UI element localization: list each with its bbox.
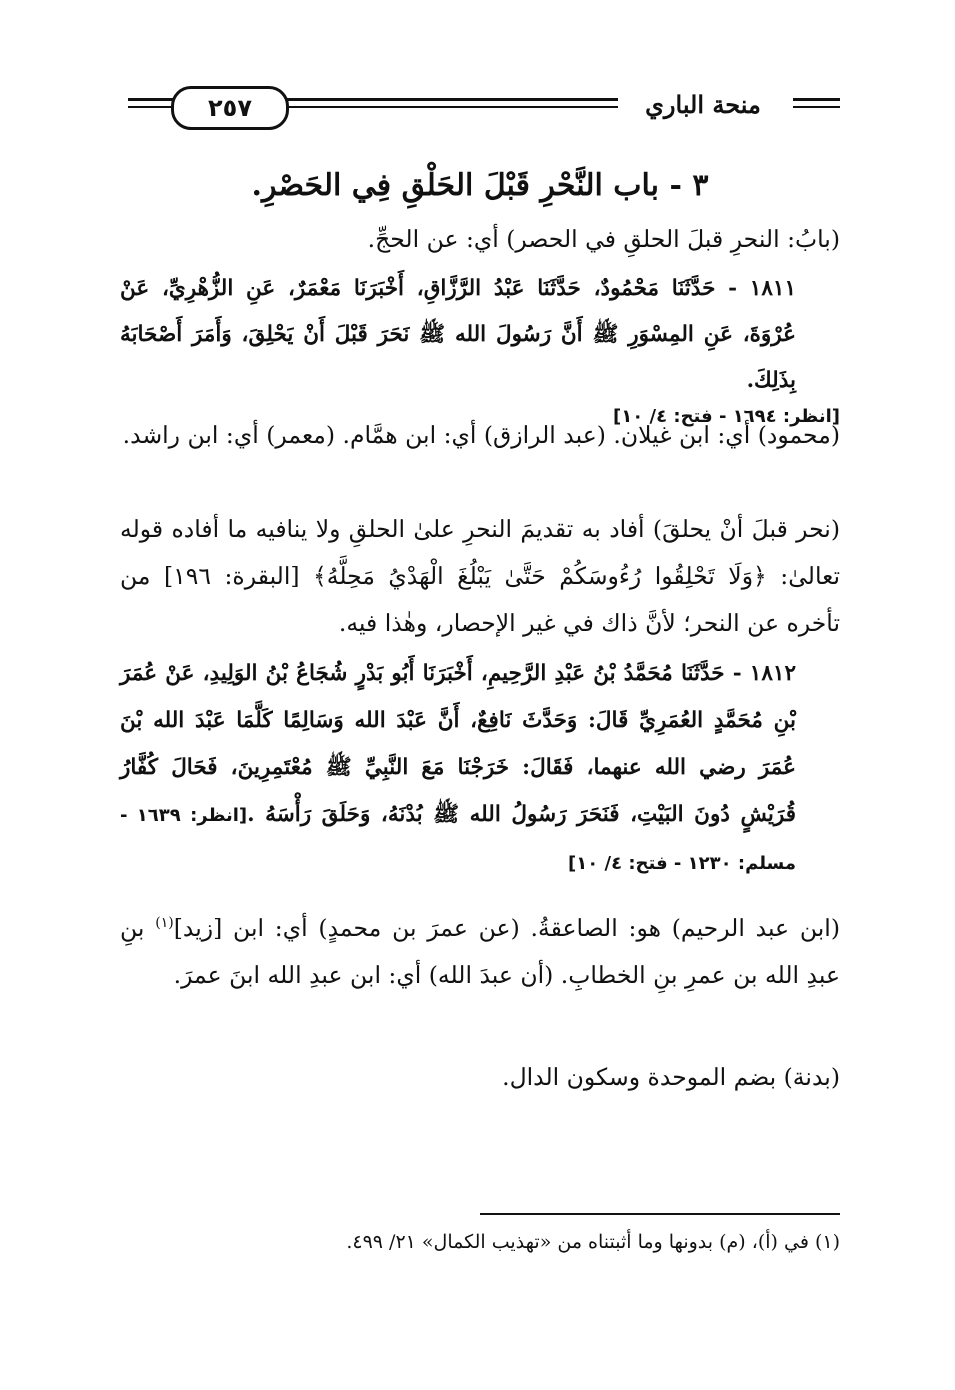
header-rule-middle-thin xyxy=(286,106,618,108)
header-rule-middle xyxy=(286,98,618,101)
hadith-cross-reference: [انظر: ١٦٣٩ - مسلم: ١٢٣٠ - فتح: ٤/ ١٠] xyxy=(120,805,796,874)
hadith-1812 xyxy=(120,650,840,887)
hadith-text: ١٨١١ - حَدَّثَنَا مَحْمُودٌ، حَدَّثَنَا عَبْدُ الرَّزَّاقِ، أَخْبَرَنَا مَعْمَرٌ، عَنِ الزُّهْرِيِّ، عَنْ عُرْوَةَ، عَنِ المِسْوَرِ ﷺ أَنَّ رَسُولَ الله ﷺ نَحَرَ قَبْلَ أَنْ يَحْلِقَ، وَأَمَرَ أَصْحَابَهُ بِذَلِكَ. xyxy=(120,276,796,393)
commentary-paragraph xyxy=(120,900,884,999)
footnote-marker[interactable]: (١) xyxy=(155,915,174,931)
footnote-divider xyxy=(480,1213,840,1215)
footnote: (١) في (أ)، (م) بدونها وما أثبتناه من «تهذيب الكمال» ٢١/ ٤٩٩. xyxy=(346,1231,840,1253)
page-number: ٢٥٧ xyxy=(171,86,289,130)
commentary-paragraph: (بدنة) بضم الموحدة وسكون الدال. xyxy=(502,1063,840,1091)
header-rule-right xyxy=(793,98,840,101)
hadith-body: ١٨١٢ - حَدَّثَنَا مُحَمَّدُ بْنُ عَبْدِ الرَّحِيمِ، أَخْبَرَنَا أَبُو بَدْرٍ شُجَاعُ بْنُ الوَلِيدِ، عَنْ عُمَرَ بْنِ مُحَمَّدٍ العُمَرِيِّ قَالَ: وَحَدَّثَ نَافِعٌ، أَنَّ عَبْدَ الله وَسَالِمًا كَلَّمَا عَبْدَ الله بْنَ عُمَرَ رضي الله عنهما، فَقَالَ: خَرَجْنَا مَعَ النَّبِيِّ ﷺ مُعْتَمِرِينَ، فَحَالَ كُفَّارُ قُرَيْشٍ دُونَ البَيْتِ، فَنَحَرَ رَسُولُ الله ﷺ بُدْنَهُ، وَحَلَقَ رَأْسَهُ . xyxy=(120,661,796,827)
commentary-text-continued: بنِ عبدِ الله بن عمرِ بنِ الخطابِ. (أن عبدَ الله) أي: ابن عبدِ الله ابنَ عمرَ. xyxy=(120,913,840,989)
chapter-title: ٣ - باب النَّحْرِ قَبْلَ الحَلْقِ فِي الحَصْرِ. xyxy=(251,168,709,203)
commentary-paragraph: (بابُ: النحرِ قبلَ الحلقِ في الحصر) أي: عن الحجِّ. xyxy=(367,225,840,253)
header-rule-left xyxy=(128,98,173,101)
hadith-1811 xyxy=(120,266,840,434)
hadith-cross-reference: [انظر: ١٦٩٤ - فتح: ٤/ ١٠] xyxy=(613,406,840,427)
commentary-paragraph: (محمود) أي: ابن غيلان. (عبد الرازق) أي: ابن همَّام. (معمر) أي: ابن راشد. xyxy=(122,421,840,449)
commentary-paragraph: (نحر قبلَ أنْ يحلقَ) أفاد به تقديمَ النحرِ علىٰ الحلقِ ولا ينافيه ما أفاده قوله تعالىٰ: ﴿وَلَا تَحْلِقُوا رُءُوسَكُمْ حَتَّىٰ يَبْلُغَ الْهَدْيُ مَحِلَّهُ﴾ [البقرة: ١٩٦] من تأخره عن النحر؛ لأنَّ ذاك في غير الإحصار، وهٰذا فيه. xyxy=(120,515,840,637)
header-rule-right-thin xyxy=(793,106,840,108)
running-title: منحة الباري xyxy=(645,90,761,119)
hadith-text xyxy=(120,650,840,887)
commentary-text: (ابن عبد الرحيم) هو: الصاعقةُ. (عن عمرَ بن محمدٍ) أي: ابن [زيد] xyxy=(173,913,840,942)
page-header xyxy=(128,84,840,130)
header-rule-left-thin xyxy=(128,106,173,108)
